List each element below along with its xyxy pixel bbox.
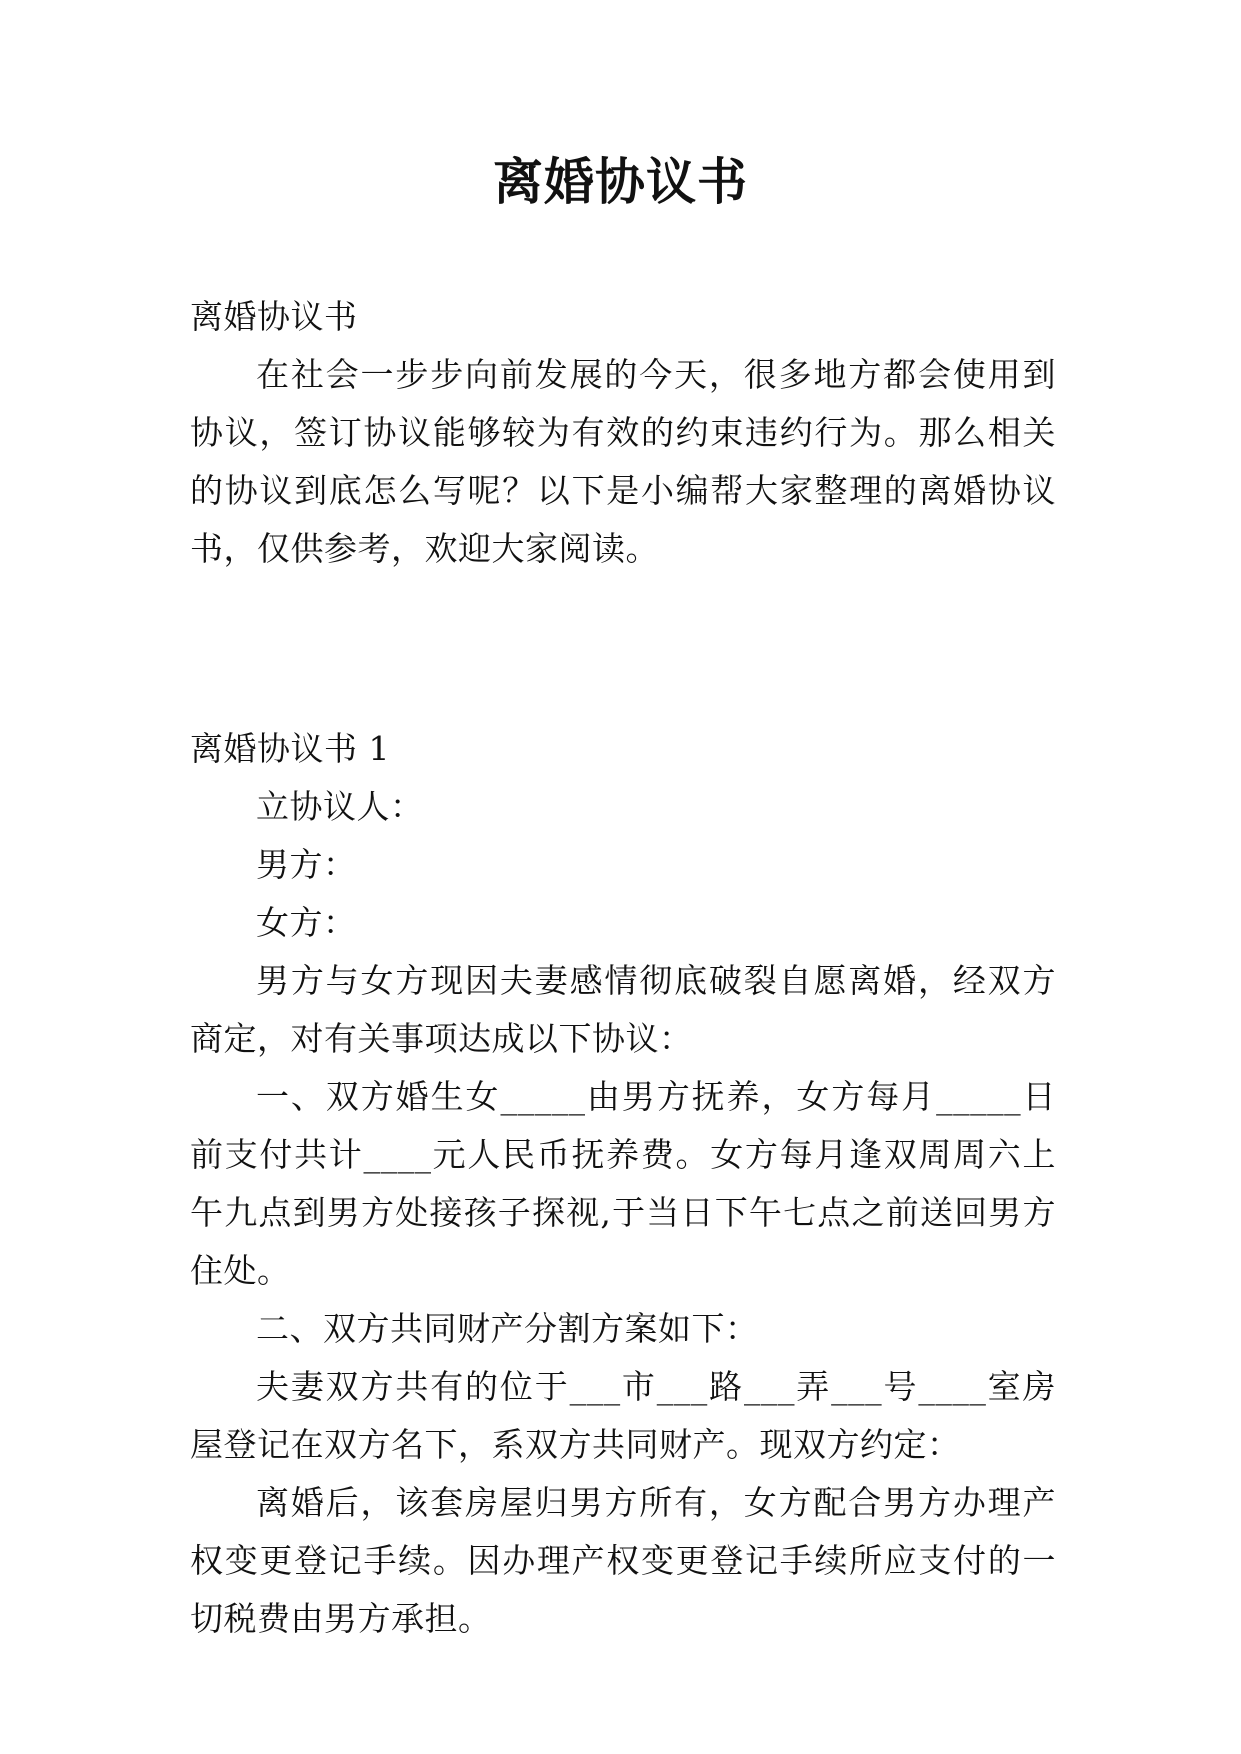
female-party-label: 女方：	[256, 903, 357, 942]
document-title: 离婚协议书	[493, 153, 748, 211]
intro-heading: 离婚协议书	[190, 297, 358, 336]
agreement-preamble: 男方与女方现因夫妻感情彻底破裂自愿离婚，经双方商定，对有关事项达成以下协议：	[190, 961, 1056, 1058]
clause-property-heading: 二、双方共同财产分割方案如下：	[256, 1309, 759, 1348]
document-body	[190, 288, 1056, 1648]
intro-paragraph: 在社会一步步向前发展的今天，很多地方都会使用到协议，签订协议能够较为有效的约束违约行为。那么相关的协议到底怎么写呢？以下是小编帮大家整理的离婚协议书，仅供参考，欢迎大家阅读。	[190, 355, 1056, 568]
clause-property-transfer: 离婚后，该套房屋归男方所有，女方配合男方办理产权变更登记手续。因办理产权变更登记手续所应支付的一切税费由男方承担。	[190, 1483, 1056, 1638]
clause-property-description: 夫妻双方共有的位于___市___路___弄___号____室房屋登记在双方名下，系双方共同财产。现双方约定：	[190, 1367, 1056, 1464]
male-party-label: 男方：	[256, 845, 357, 884]
clause-custody: 一、双方婚生女_____由男方抚养，女方每月_____日前支付共计____元人民币抚养费。女方每月逢双周周六上午九点到男方处接孩子探视,于当日下午七点之前送回男方住处。	[190, 1077, 1056, 1290]
party-label: 立协议人：	[256, 787, 424, 826]
section-heading: 离婚协议书 1	[190, 729, 390, 768]
